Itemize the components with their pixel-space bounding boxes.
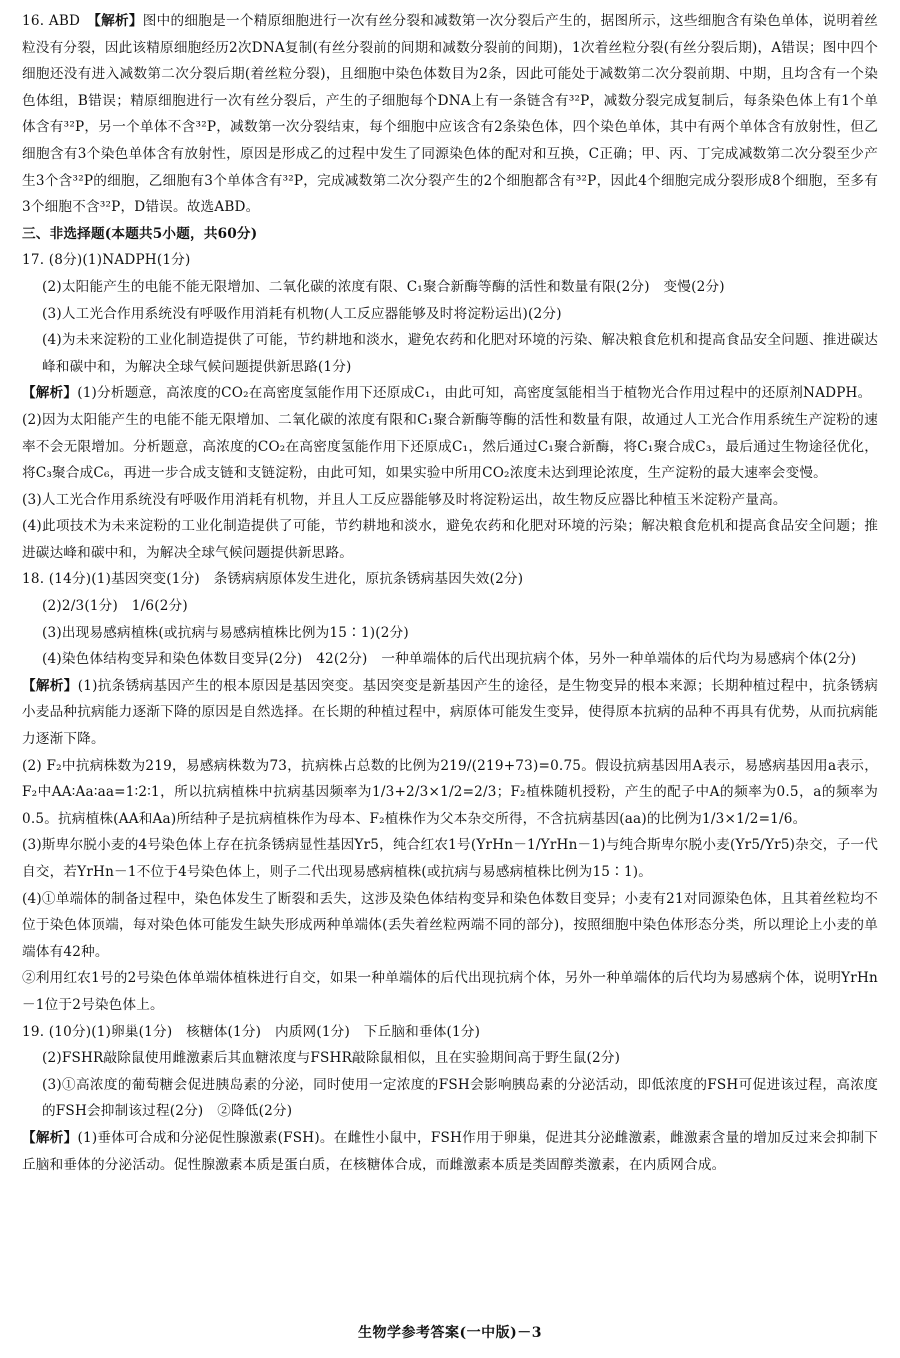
q17-answer-2: (2)太阳能产生的电能不能无限增加、二氧化碳的浓度有限、C₁聚合新酶等酶的活性和数量有限(2分) 变慢(2分): [42, 278, 725, 295]
q18-answer-3: (3)出现易感病植株(或抗病与易感病植株比例为15∶1)(2分): [42, 624, 409, 641]
q16-analysis: 图中的细胞是一个精原细胞进行一次有丝分裂和减数第一次分裂后产生的，据图所示，这些细胞含有染色单体，说明着丝粒没有分裂，因此该精原细胞经历2次DNA复制(有丝分裂前的间期和减数分裂前的间期)，1次着丝粒分裂(有丝分裂后期)，A错误；图中四个细胞还没有进入减数第二次分裂后期(着丝粒分裂)，且细胞中染色体数目为2条，因此可能处于减数第二次分裂前期、中期，且均含有一个染色体组，B错误；精原细胞进行一次有丝分裂后，产生的子细胞每个DNA上有一条链含有³²P，减数分裂完成复制后，每条染色体上有1个单体含有³²P，另一个单体不含³²P，减数第一次分裂结束，每个细胞中应该含有2条染色体，四个染色单体，其中有两个单体含有放射性，但乙细胞含有3个染色单体含有放射性，原因是形成乙的过程中发生了同源染色体的配对和互换，C正确；甲、丙、丁完成减数第二次分裂至少产生3个含³²P的细胞，乙细胞有3个单体含有³²P，完成减数第二次分裂产生的2个细胞都含有³²P，因此4个细胞完成分裂形成8个细胞，至多有3个细胞不含³²P，D错误。故选ABD。: [22, 13, 878, 216]
q19-analysis-1: [22, 1125, 878, 1178]
q19-analysis-1-text: (1)垂体可合成和分泌促性腺激素(FSH)。在雌性小鼠中，FSH作用于卵巢，促进其分泌雌激素，雌激素含量的增加反过来会抑制下丘脑和垂体的分泌活动。促性腺激素本质是蛋白质，在核糖体合成，而雌激素本质是类固醇类激素，在内质网合成。: [22, 1129, 878, 1173]
q17-analysis-3: (3)人工光合作用系统没有呼吸作用消耗有机物，并且人工反应器能够及时将淀粉运出，故生物反应器比种植玉米淀粉产量高。: [22, 491, 787, 508]
q18-analysis-4: (4)①单端体的制备过程中，染色体发生了断裂和丢失，这涉及染色体结构变异和染色体数目变异；小麦有21对同源染色体，且其着丝粒均不位于染色体顶端，每对染色体可能发生缺失形成两种单端体(丢失着丝粒两端不同的部分)，按照细胞中染色体形态分类，所以理论上小麦的单端体有42种。: [22, 890, 878, 960]
q17-analysis-1: [22, 380, 878, 407]
q19-answer-3: (3)①高浓度的葡萄糖会促进胰岛素的分泌，同时使用一定浓度的FSH会影响胰岛素的分泌活动，即低浓度的FSH可促进该过程，高浓度的FSH会抑制该过程(2分) ②降低(2分): [42, 1076, 878, 1120]
q17-head: 17. (8分)(1)NADPH(1分): [22, 252, 191, 269]
q18-answer-2: (2)2/3(1分) 1/6(2分): [42, 598, 188, 615]
q17-analysis-2: (2)因为太阳能产生的电能不能无限增加、二氧化碳的浓度有限和C₁聚合新酶等酶的活性和数量有限，故通过人工光合作用系统生产淀粉的速率不会无限增加。分析题意，高浓度的CO₂在高密度氢能作用下还原成C₁，然后通过C₁聚合新酶，将C₁聚合成C₃，最后通过生物途径优化，将C₃聚合成C₆，再进一步合成支链和支链淀粉，由此可知，如果实验中所用CO₂浓度未达到理论浓度，生产淀粉的最大速率会变慢。: [22, 411, 878, 482]
section-heading: 三、非选择题(本题共5小题，共60分): [22, 225, 258, 242]
q17-answer-3: (3)人工光合作用系统没有呼吸作用消耗有机物(人工反应器能够及时将淀粉运出)(2分): [42, 305, 562, 322]
q17-analysis-tag: 【解析】: [22, 385, 78, 402]
q17-answer-4: (4)为未来淀粉的工业化制造提供了可能，节约耕地和淡水，避免农药和化肥对环境的污染、解决粮食危机和提高食品安全问题、推进碳达峰和碳中和，为解决全球气候问题提供新思路(1分): [42, 332, 878, 375]
q18-analysis-5: ②利用红农1号的2号染色体单端体植株进行自交，如果一种单端体的后代出现抗病个体，另外一种单端体的后代均为易感病个体，说明YrHn－1位于2号染色体上。: [22, 970, 878, 1013]
page-footer: 生物学参考答案(一中版)－3: [358, 1325, 542, 1341]
q18-analysis-tag: 【解析】: [22, 677, 78, 694]
q16-analysis-tag: 【解析】: [94, 13, 143, 29]
q18-analysis-1: [22, 673, 878, 753]
q18-analysis-2: (2) F₂中抗病株数为219，易感病株数为73，抗病株占总数的比例为219/(219+73)=0.75。假设抗病基因用A表示，易感病基因用a表示，F₂中AA∶Aa∶aa=1∶2∶1，所以抗病植株中抗病基因频率为1/3+2/3×1/2=2/3；F₂植株随机授粉，产生的配子中A的频率为0.5，a的频率为0.5。抗病植株(AA和Aa)所结种子是抗病植株作为母本、F₂植株作为父本杂交所得，不含抗病基因(aa)的比例为1/3×1/2=1/6。: [22, 757, 878, 827]
q19-answer-2: (2)FSHR敲除鼠使用雌激素后其血糖浓度与FSHR敲除鼠相似，且在实验期间高于野生鼠(2分): [42, 1050, 621, 1067]
q17-analysis-1-text: (1)分析题意，高浓度的CO₂在高密度氢能作用下还原成C₁，由此可知，高密度氢能相当于植物光合作用过程中的还原剂NADPH。: [77, 385, 872, 402]
q18-head: 18. (14分)(1)基因突变(1分) 条锈病病原体发生进化，原抗条锈病基因失效(2分): [22, 571, 524, 588]
q16-paragraph: [22, 8, 878, 221]
q16-head: 16. ABD: [22, 13, 81, 29]
q18-analysis-3: (3)斯卑尔脱小麦的4号染色体上存在抗条锈病显性基因Yr5，纯合红农1号(YrHn－1/YrHn－1)与纯合斯卑尔脱小麦(Yr5/Yr5)杂交，子一代自交，若YrHn－1不位于4号染色体上，则子二代出现易感病植株(或抗病与易感病植株比例为15∶1)。: [22, 837, 878, 880]
q18-answer-4: (4)染色体结构变异和染色体数目变异(2分) 42(2分) 一种单端体的后代出现抗病个体，另外一种单端体的后代均为易感病个体(2分): [42, 651, 857, 668]
q17-analysis-4: (4)此项技术为未来淀粉的工业化制造提供了可能，节约耕地和淡水，避免农药和化肥对环境的污染；解决粮食危机和提高食品安全问题；推进碳达峰和碳中和，为解决全球气候问题提供新思路。: [22, 518, 878, 561]
q18-analysis-1-text: (1)抗条锈病基因产生的根本原因是基因突变。基因突变是新基因产生的途径，是生物变异的根本来源；长期种植过程中，抗条锈病小麦品种抗病能力逐渐下降的原因是自然选择。在长期的种植过程中，病原体可能发生变异，使得原本抗病的品种不再具有优势，从而抗病能力逐渐下降。: [22, 677, 878, 748]
q19-analysis-tag: 【解析】: [22, 1129, 78, 1146]
q19-head: 19. (10分)(1)卵巢(1分) 核糖体(1分) 内质网(1分) 下丘脑和垂体(1分): [22, 1023, 481, 1040]
